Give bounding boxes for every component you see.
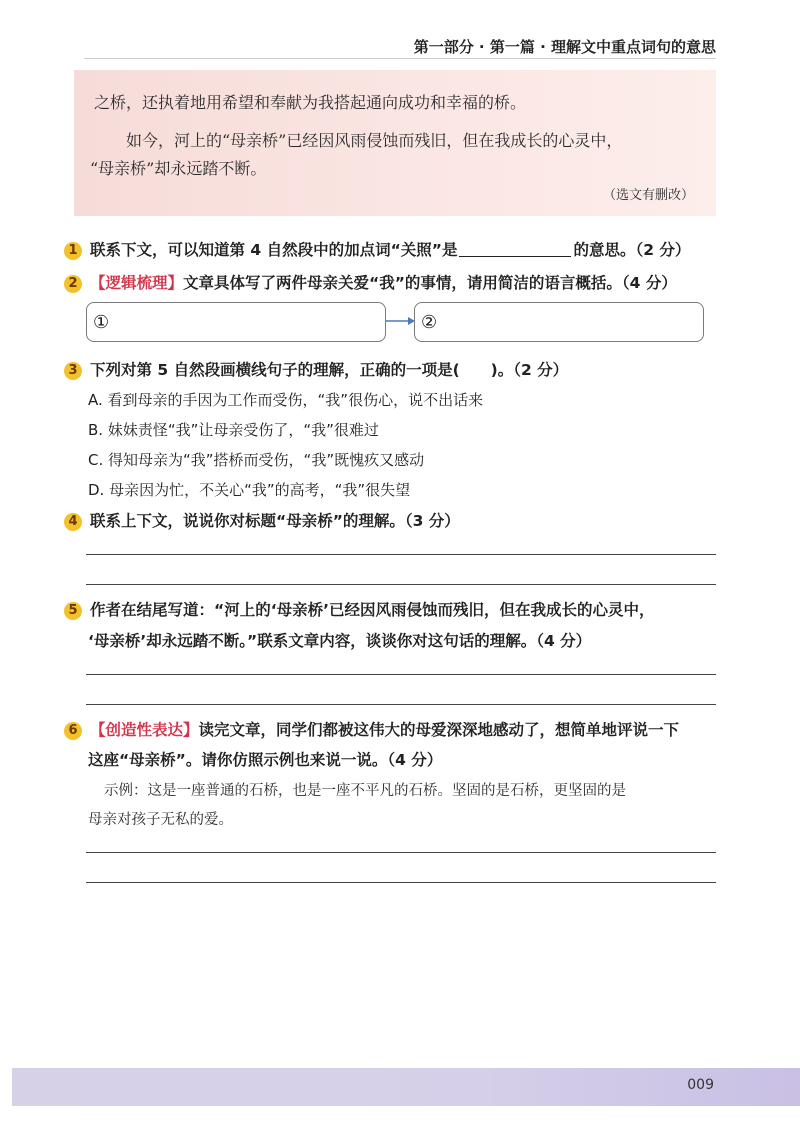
option-a[interactable]: A. 看到母亲的手因为工作而受伤，“我”很伤心，说不出话来 bbox=[88, 391, 484, 409]
question-number-badge: 2 bbox=[64, 275, 82, 293]
question-4 bbox=[64, 509, 460, 531]
example-line-1: 示例：这是一座普通的石桥，也是一座不平凡的石桥。坚固的是石桥，更坚固的是 bbox=[104, 783, 626, 799]
question-tag: 【逻辑梳理】 bbox=[90, 274, 184, 292]
option-d[interactable]: D. 母亲因为忙，不关心“我”的高考，“我”很失望 bbox=[88, 481, 411, 499]
answer-line[interactable] bbox=[86, 704, 716, 705]
question-number-badge: 3 bbox=[64, 362, 82, 380]
answer-line[interactable] bbox=[86, 584, 716, 585]
question-5-text-line-1: 作者在结尾写道：“河上的‘母亲桥’已经因风雨侵蚀而残旧，但在我成长的心灵中， bbox=[90, 601, 655, 619]
question-4-text: 联系上下文，说说你对标题“母亲桥”的理解。（3 分） bbox=[90, 512, 460, 530]
question-1-text-a: 联系下文，可以知道第 4 自然段中的加点词“关照”是 bbox=[90, 241, 458, 259]
question-number-badge: 1 bbox=[64, 242, 82, 260]
question-5 bbox=[64, 598, 654, 620]
question-5-text-line-2: ‘母亲桥’却永远踏不断。”联系文章内容，谈谈你对这句话的理解。（4 分） bbox=[88, 632, 592, 650]
question-6-line-2 bbox=[88, 748, 442, 770]
question-number-badge: 6 bbox=[64, 722, 82, 740]
option-b[interactable]: B. 妹妹责怪“我”让母亲受伤了，“我”很难过 bbox=[88, 421, 379, 439]
answer-box-1-label: ① bbox=[93, 312, 110, 333]
question-tag: 【创造性表达】 bbox=[90, 721, 199, 739]
question-2 bbox=[64, 271, 677, 293]
answer-box-1[interactable] bbox=[86, 302, 386, 342]
passage-line-1: 之桥，还执着地用希望和奉献为我搭起通向成功和幸福的桥。 bbox=[94, 93, 527, 112]
answer-line[interactable] bbox=[86, 554, 716, 555]
question-2-text: 文章具体写了两件母亲关爱“我”的事情，请用简洁的语言概括。（4 分） bbox=[183, 274, 677, 292]
example-line-2: 母亲对孩子无私的爱。 bbox=[88, 812, 233, 828]
question-6-text-line-1: 读完文章，同学们都被这伟大的母爱深深地感动了，想简单地评说一下 bbox=[198, 721, 680, 739]
passage-excerpt bbox=[74, 70, 716, 216]
question-1 bbox=[64, 238, 690, 260]
question-number-badge: 4 bbox=[64, 513, 82, 531]
page-header-title: 第一部分 · 第一篇 · 理解文中重点词句的意思 bbox=[413, 38, 716, 56]
answer-box-2[interactable] bbox=[414, 302, 704, 342]
option-c[interactable]: C. 得知母亲为“我”搭桥而受伤，“我”既愧疚又感动 bbox=[88, 451, 425, 469]
answer-line[interactable] bbox=[86, 882, 716, 883]
question-3-text: 下列对第 5 自然段画横线句子的理解，正确的一项是( )。（2 分） bbox=[90, 361, 569, 379]
question-number-badge: 5 bbox=[64, 602, 82, 620]
passage-source-note: （选文有删改） bbox=[602, 188, 694, 203]
page-number: 009 bbox=[687, 1077, 714, 1093]
answer-line[interactable] bbox=[86, 852, 716, 853]
footer-band bbox=[12, 1068, 800, 1106]
question-1-text-b: 的意思。（2 分） bbox=[573, 241, 691, 259]
answer-line[interactable] bbox=[86, 674, 716, 675]
header-divider bbox=[84, 58, 716, 59]
answer-blank[interactable] bbox=[459, 242, 571, 257]
question-5-line-2 bbox=[88, 629, 591, 651]
question-6 bbox=[64, 718, 679, 740]
passage-line-2: 如今，河上的“母亲桥”已经因风雨侵蚀而残旧，但在我成长的心灵中， bbox=[126, 131, 623, 150]
arrow-right-icon bbox=[386, 314, 416, 328]
passage-line-3: “母亲桥”却永远踏不断。 bbox=[90, 159, 267, 178]
answer-box-2-label: ② bbox=[421, 312, 438, 333]
question-3 bbox=[64, 358, 568, 380]
question-6-text-line-2: 这座“母亲桥”。请你仿照示例也来说一说。（4 分） bbox=[88, 751, 443, 769]
